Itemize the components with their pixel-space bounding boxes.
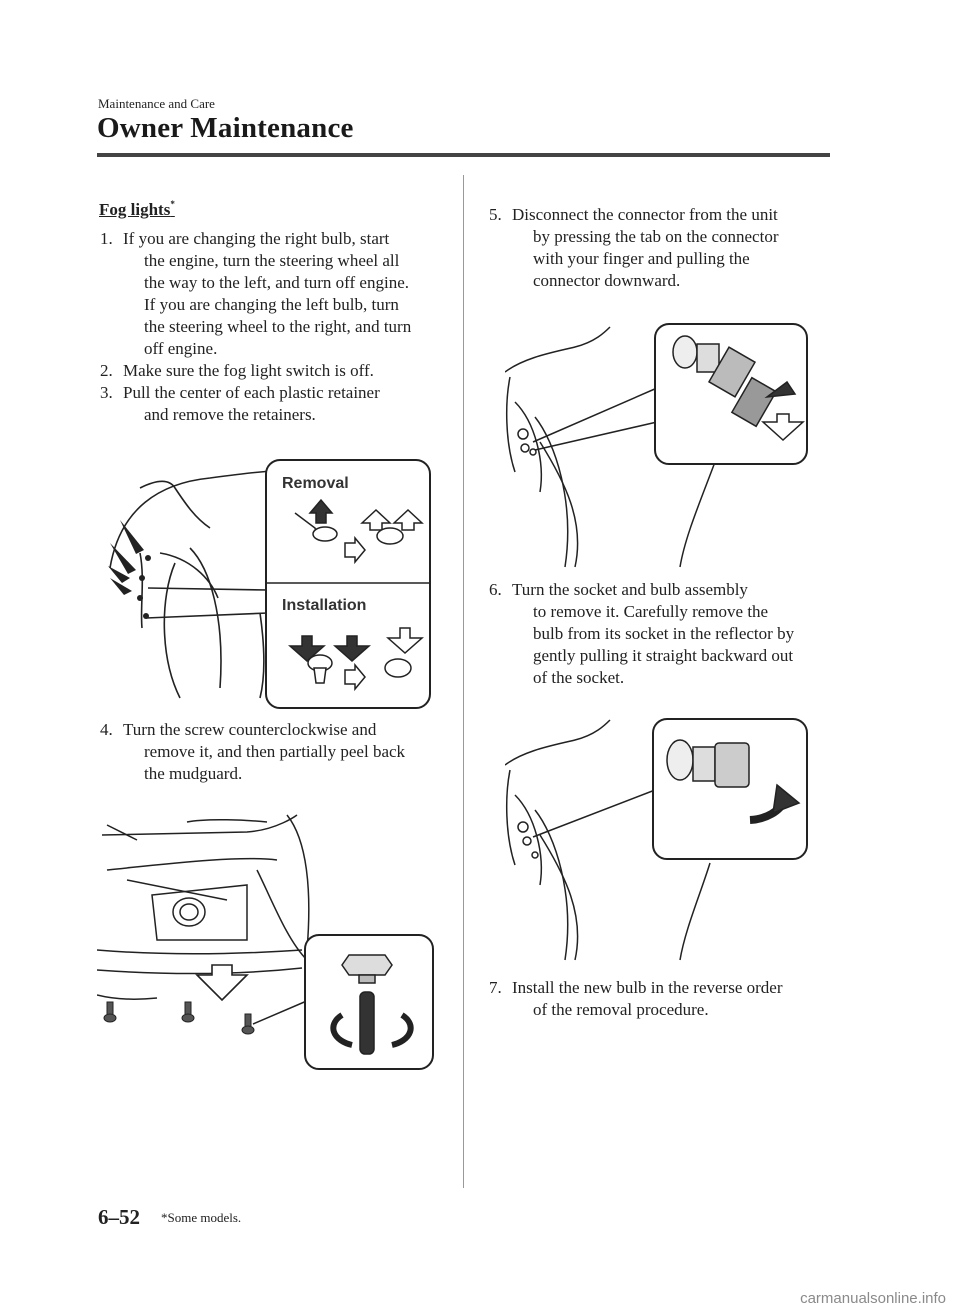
heading-text: Fog lights [99, 200, 171, 219]
step-text-line: If you are changing the left bulb, turn [144, 295, 399, 314]
watermark: carmanualsonline.info [800, 1290, 946, 1307]
step-text-line: to remove it. Carefully remove the [533, 602, 769, 621]
step-number: 7. [489, 978, 502, 997]
step-text-line: off engine. [144, 339, 218, 358]
page-title: Owner Maintenance [97, 112, 354, 144]
step-5 [489, 204, 834, 292]
step-text: If you are changing the right bulb, start [123, 229, 390, 248]
step-2 [100, 360, 450, 382]
step-number: 6. [489, 580, 502, 599]
step-text-line: connector downward. [533, 271, 681, 290]
step-text: Install the new bulb in the reverse order [512, 978, 783, 997]
removal-label: Removal [282, 475, 349, 492]
step-text-line: and remove the retainers. [144, 405, 316, 424]
footnote: *Some models. [161, 1210, 242, 1225]
step-text: Make sure the fog light switch is off. [123, 361, 374, 380]
step-4 [100, 719, 450, 785]
step-text-line: the mudguard. [144, 764, 243, 783]
step-number: 4. [100, 720, 113, 739]
step-number: 3. [100, 383, 113, 402]
step-text-line: the steering wheel to the right, and turn [144, 317, 412, 336]
step-6 [489, 579, 834, 689]
step-text-line: bulb from its socket in the reflector by [533, 624, 795, 643]
step-text: Pull the center of each plastic retainer [123, 383, 380, 402]
step-text-line: of the removal procedure. [533, 1000, 709, 1019]
column-divider [463, 175, 464, 1188]
fog-lights-heading [99, 199, 175, 220]
section-label: Maintenance and Care [98, 96, 215, 111]
step-3 [100, 382, 450, 426]
bulb-removal-figure [505, 715, 810, 965]
retainer-removal-figure [100, 458, 435, 710]
installation-label: Installation [282, 597, 367, 614]
step-text: Disconnect the connector from the unit [512, 205, 778, 224]
step-text-line: gently pulling it straight backward out [533, 646, 794, 665]
step-text-line: remove it, and then partially peel back [144, 742, 406, 761]
step-text-line: the engine, turn the steering wheel all [144, 251, 400, 270]
step-number: 2. [100, 361, 113, 380]
mudguard-screw-figure [97, 810, 437, 1072]
step-text-line: the way to the left, and turn off engine. [144, 273, 409, 292]
title-divider [97, 153, 830, 157]
step-text-line: of the socket. [533, 668, 625, 687]
step-number: 1. [100, 229, 113, 248]
step-7 [489, 977, 834, 1021]
step-number: 5. [489, 205, 502, 224]
some-models-marker: * [170, 199, 175, 209]
connector-removal-figure [505, 322, 810, 572]
step-text-line: with your finger and pulling the [533, 249, 750, 268]
step-text-line: by pressing the tab on the connector [533, 227, 779, 246]
step-1 [100, 228, 450, 360]
step-text: Turn the socket and bulb assembly [512, 580, 748, 599]
step-text: Turn the screw counterclockwise and [123, 720, 377, 739]
page-number: 6–52 [98, 1205, 140, 1229]
